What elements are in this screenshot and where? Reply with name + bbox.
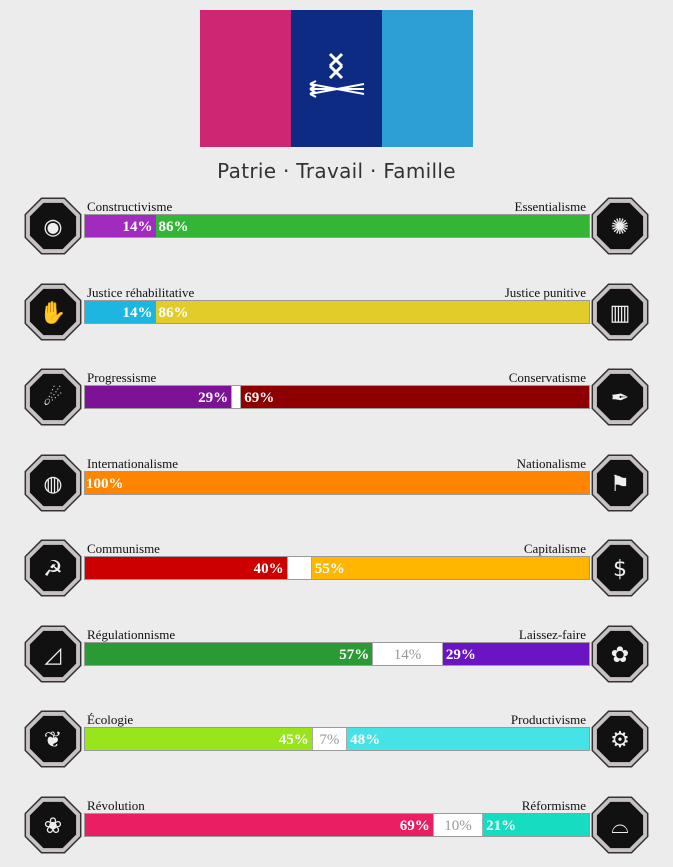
axis-right-segment <box>312 557 589 579</box>
axis-row <box>0 455 673 525</box>
axis-left-label: Justice réhabilitative <box>87 285 195 300</box>
axis-left-label: Constructivisme <box>87 199 173 214</box>
axis-right-segment <box>156 215 589 237</box>
axis-bar <box>84 300 590 324</box>
axis-left-segment <box>85 386 231 408</box>
flag-icon <box>589 452 651 514</box>
svg-text:◿: ◿ <box>44 643 62 668</box>
axis-neutral-segment-value: 7% <box>319 732 340 748</box>
axis-right-label: Laissez-faire <box>518 627 586 642</box>
axis-left-segment <box>85 728 312 750</box>
svg-text:☄: ☄ <box>43 386 63 411</box>
ruler-icon <box>22 623 84 685</box>
motto: Patrie · Travail · Famille <box>217 159 456 183</box>
axis-right-label: Productivisme <box>510 712 586 727</box>
axis-row <box>0 284 673 354</box>
svg-text:$: $ <box>613 557 627 582</box>
svg-text:⚙: ⚙ <box>610 728 630 753</box>
axis-right-segment <box>85 472 589 494</box>
axis-left-segment <box>85 301 156 323</box>
axis-left-segment-value: 69% <box>399 818 430 834</box>
axis-row <box>0 797 673 867</box>
axis-row <box>0 369 673 439</box>
axis-row <box>0 626 673 696</box>
axis-neutral-segment-value: 10% <box>444 818 472 834</box>
axis-left-label: Régulationnisme <box>87 627 176 642</box>
axis-right-segment <box>241 386 589 408</box>
axis-right-segment-value: 55% <box>314 561 345 577</box>
axis-right-segment <box>156 301 589 323</box>
svg-text:⌓: ⌓ <box>611 814 629 839</box>
axis-left-segment-value: 57% <box>339 647 370 663</box>
axis-left-segment <box>85 643 372 665</box>
axis-right-label: Essentialisme <box>514 199 586 214</box>
axis-right-segment <box>347 728 589 750</box>
rose-icon <box>22 794 84 856</box>
axis-right-segment-value: 69% <box>244 390 275 406</box>
axis-neutral-segment-value: 14% <box>393 647 422 663</box>
axis-right-label: Justice punitive <box>504 285 586 300</box>
eye-icon <box>22 195 84 257</box>
flag <box>200 10 473 147</box>
axis-right-segment-value: 86% <box>158 305 189 321</box>
sprout-icon <box>22 708 84 770</box>
axis-right-segment-value: 29% <box>445 647 476 663</box>
axis-neutral-segment <box>433 814 483 836</box>
axis-left-label: Écologie <box>87 712 134 727</box>
axis-row <box>0 540 673 610</box>
svg-text:▥: ▥ <box>609 301 631 326</box>
bridge-icon <box>589 794 651 856</box>
axis-left-label: Progressisme <box>87 370 157 385</box>
svg-text:☭: ☭ <box>43 557 63 582</box>
axis-neutral-segment <box>287 557 312 579</box>
axis-bar <box>84 471 590 495</box>
svg-text:◉: ◉ <box>43 215 63 240</box>
axis-right-label: Capitalisme <box>523 541 586 556</box>
axis-left-label: Internationalisme <box>87 456 178 471</box>
axis-right-label: Nationalisme <box>516 456 586 471</box>
svg-text:✺: ✺ <box>610 215 630 240</box>
butterfly-icon <box>589 623 651 685</box>
axis-row <box>0 711 673 781</box>
svg-text:✒: ✒ <box>610 386 630 411</box>
axis-bar <box>84 813 590 837</box>
axis-bar <box>84 385 590 409</box>
quill-icon <box>589 366 651 428</box>
svg-text:❦: ❦ <box>43 728 63 753</box>
axis-right-segment-value: 21% <box>486 818 517 834</box>
comet-icon <box>22 366 84 428</box>
axis-right-segment-value: 48% <box>350 732 381 748</box>
axis-left-segment <box>85 814 433 836</box>
axis-right-segment <box>443 643 589 665</box>
axis-right-segment-value: 86% <box>158 219 189 235</box>
factory-icon <box>589 708 651 770</box>
hammer-sickle-icon <box>22 537 84 599</box>
flag-stripe-left <box>200 10 291 147</box>
axis-left-segment <box>85 557 287 579</box>
axis-right-label: Conservatisme <box>508 370 586 385</box>
axis-right-segment <box>483 814 589 836</box>
axis-left-segment-value: 14% <box>122 219 153 235</box>
axis-bar <box>84 214 590 238</box>
svg-text:◍: ◍ <box>43 472 63 497</box>
axis-left-label: Communisme <box>87 541 160 556</box>
axis-bar <box>84 556 590 580</box>
axis-left-label: Révolution <box>87 798 145 813</box>
handshake-icon <box>22 281 84 343</box>
axis-left-segment <box>85 215 156 237</box>
prison-bars-icon <box>589 281 651 343</box>
axis-left-segment-value: 45% <box>278 732 309 748</box>
svg-text:⚑: ⚑ <box>610 472 630 497</box>
axis-left-segment-value: 29% <box>198 390 229 406</box>
flag-stripe-right <box>382 10 473 147</box>
flag-stripe-middle <box>291 10 382 147</box>
axis-neutral-segment <box>231 386 241 408</box>
globe-icon <box>22 452 84 514</box>
axis-right-label: Réformisme <box>521 798 586 813</box>
axis-bar <box>84 727 590 751</box>
crossed-arrows-emblem <box>304 50 369 100</box>
money-bag-icon <box>589 537 651 599</box>
axis-left-segment-value: 40% <box>253 561 284 577</box>
flower-icon <box>589 195 651 257</box>
axis-neutral-segment <box>312 728 347 750</box>
axis-bar <box>84 642 590 666</box>
axis-row <box>0 198 673 268</box>
svg-text:❀: ❀ <box>43 814 63 839</box>
svg-text:✿: ✿ <box>610 643 630 668</box>
axis-left-segment-value: 14% <box>122 305 153 321</box>
axis-neutral-segment <box>372 643 443 665</box>
axis-right-segment-value: 100% <box>86 476 124 492</box>
svg-text:✋: ✋ <box>39 301 67 326</box>
